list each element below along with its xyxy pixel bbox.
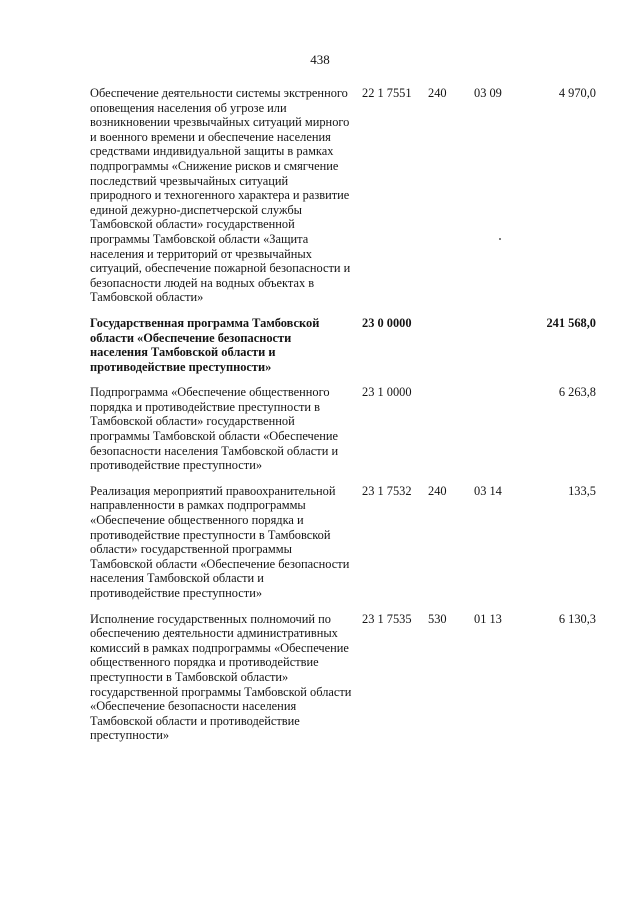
row-program-code: 23 0 0000 — [362, 315, 412, 330]
table-row — [90, 385, 596, 473]
row-amount: 4 970,0 — [558, 86, 596, 100]
row-name: Обеспечение деятельности системы экстренного оповещения населения об угрозе или возникновении чрезвычайных ситуаций мирного и военного времени и обеспечение населения средствами индивидуальной защиты в рамках подпрограммы «Снижение рисков и смягчение последствий чрезвычайных ситуаций природного и техногенного характера и развитие единой дежурно-диспетчерской службы Тамбовской области» государственной программы Тамбовской области «Защита населения и территорий от чрезвычайных ситуаций, обеспечение пожарной безопасности и безопасности людей на водных объектах в Тамбовской области» — [90, 86, 351, 305]
row-name: Реализация мероприятий правоохранительной направленности в рамках подпрограммы «Обеспечение общественного порядка и противодействие преступности в Тамбовской области» государственной программы Тамбовской области «Обеспечение безопасности населения Тамбовской области и противодействие преступности» — [90, 483, 350, 600]
row-program-code: 22 1 7551 — [362, 86, 412, 100]
row-section-code: 03 14 — [474, 483, 502, 498]
row-expense-type: 240 — [428, 86, 447, 100]
row-amount: 133,5 — [568, 483, 596, 498]
scan-speck — [499, 238, 501, 240]
row-program-code: 23 1 0000 — [362, 385, 412, 400]
row-name: Подпрограмма «Обеспечение общественного порядка и противодействие преступности в Тамбовской области» государственной программы Тамбовской области «Обеспечение безопасности населения Тамбовской области и противодействие преступности» — [90, 385, 339, 473]
table-row — [90, 484, 596, 601]
row-section-code: 01 13 — [474, 611, 502, 626]
row-amount: 6 130,3 — [558, 611, 596, 626]
row-expense-type: 240 — [428, 483, 447, 498]
row-expense-type: 530 — [428, 611, 447, 626]
budget-table — [90, 86, 596, 754]
row-amount: 241 568,0 — [546, 315, 596, 330]
row-amount: 6 263,8 — [558, 385, 596, 400]
row-program-code: 23 1 7532 — [362, 483, 412, 498]
table-row — [90, 86, 596, 305]
row-name: Государственная программа Тамбовской области «Обеспечение безопасности населения Тамбовской области и противодействие преступности» — [90, 315, 320, 374]
table-row — [90, 612, 596, 743]
page-number: 438 — [310, 52, 330, 67]
table-row — [90, 316, 596, 374]
row-name: Исполнение государственных полномочий по обеспечению деятельности административных комиссий в рамках подпрограммы «Обеспечение общественного порядка и противодействие преступности в Тамбовской области» государственной программы Тамбовской области «Обеспечение безопасности населения Тамбовской области и противодействие преступности» — [90, 611, 352, 743]
row-program-code: 23 1 7535 — [362, 611, 412, 626]
row-section-code: 03 09 — [474, 86, 502, 100]
